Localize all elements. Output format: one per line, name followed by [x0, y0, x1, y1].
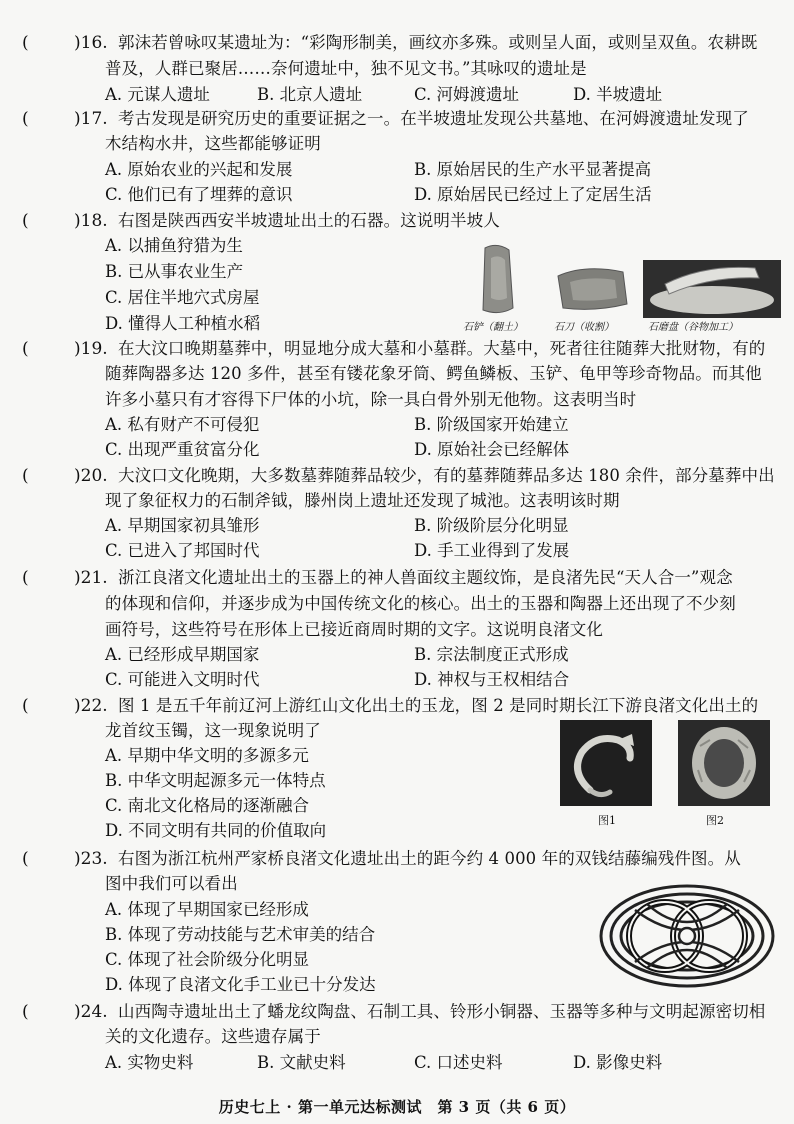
rattan-knot-image	[595, 880, 780, 992]
question-stem-line: 郭沫若曾咏叹某遗址为：“彩陶形制美，画纹亦多殊。或则呈人面，或则呈双鱼。农耕既	[118, 33, 758, 52]
question-stem-line: 现了象征权力的石制斧钺，滕州岗上遗址还发现了城池。这表明该时期	[105, 491, 620, 510]
question-stem-line: 右图是陕西西安半坡遗址出土的石器。这说明半坡人	[118, 211, 500, 230]
grinding-stone-image	[643, 260, 781, 318]
question-stem-line: 普及，人群已聚居……奈何遗址中，独不见文书。”其咏叹的遗址是	[105, 59, 587, 78]
stone-tools-figure	[455, 238, 785, 318]
question-number: )19.	[74, 339, 108, 359]
option-b: B. 北京人遗址	[257, 85, 363, 104]
question-number: )23.	[74, 849, 108, 869]
question-stem-line: 浙江良渚文化遗址出土的玉器上的神人兽面纹主题纹饰，是良渚先民“天人合一”观念	[118, 568, 733, 587]
caption-grinding-stone: 石磨盘（谷物加工）	[648, 322, 738, 333]
answer-paren: (	[22, 33, 29, 53]
option-b: B. 宗法制度正式形成	[414, 645, 569, 664]
option-d: D. 神权与王权相结合	[414, 670, 570, 689]
question-stem-line: 图中我们可以看出	[105, 874, 238, 893]
option-b: B. 阶级国家开始建立	[414, 415, 569, 434]
question-stem-line: 画符号，这些符号在形体上已接近商周时期的文字。这说明良渚文化	[105, 620, 603, 639]
answer-paren: (	[22, 339, 29, 359]
option-d: D. 原始居民已经过上了定居生活	[414, 185, 652, 204]
option-a: A. 实物史料	[105, 1053, 194, 1072]
option-c: C. 可能进入文明时代	[105, 670, 260, 689]
answer-paren: (	[22, 568, 29, 588]
answer-paren: (	[22, 466, 29, 486]
option-a: A. 已经形成早期国家	[105, 645, 260, 664]
question-number: )20.	[74, 466, 108, 486]
option-a: A. 原始农业的兴起和发展	[105, 160, 293, 179]
caption-stone-shovel: 石铲（翻土）	[463, 322, 523, 333]
answer-paren: (	[22, 211, 29, 231]
question-stem-line: 龙首纹玉镯，这一现象说明了	[105, 721, 321, 740]
option-c: C. 居住半地穴式房屋	[105, 288, 260, 307]
question-number: )17.	[74, 109, 108, 129]
option-d: D. 半坡遗址	[573, 85, 663, 104]
option-c: C. 口述史料	[414, 1053, 503, 1072]
option-a: A. 体现了早期国家已经形成	[105, 900, 309, 919]
question-stem-line: 山西陶寺遗址出土了蟠龙纹陶盘、石制工具、铃形小铜器、玉器等多种与文明起源密切相	[118, 1002, 766, 1021]
option-b: B. 阶级阶层分化明显	[414, 516, 569, 535]
option-a: A. 元谋人遗址	[105, 85, 210, 104]
answer-paren: (	[22, 696, 29, 716]
option-a: A. 早期中华文明的多源多元	[105, 746, 309, 765]
option-b: B. 中华文明起源多元一体特点	[105, 771, 326, 790]
question-stem-line: 随葬陶器多达 120 多件，甚至有镂花象牙筒、鳄鱼鳞板、玉铲、龟甲等珍奇物品。而其他	[105, 364, 762, 383]
option-c: C. 体现了社会阶级分化明显	[105, 950, 310, 969]
question-stem-line: 考古发现是研究历史的重要证据之一。在半坡遗址发现公共墓地、在河姆渡遗址发现了	[118, 109, 749, 128]
answer-paren: (	[22, 849, 29, 869]
answer-paren: (	[22, 1002, 29, 1022]
answer-paren: (	[22, 109, 29, 129]
option-d: D. 体现了良渚文化手工业已十分发达	[105, 975, 376, 994]
option-c: C. 南北文化格局的逐渐融合	[105, 796, 310, 815]
caption-stone-knife: 石刀（收割）	[554, 322, 614, 333]
option-b: B. 体现了劳动技能与艺术审美的结合	[105, 925, 376, 944]
question-stem-line: 关的文化遗存。这些遗存属于	[105, 1027, 321, 1046]
option-d: D. 懂得人工种植水稻	[105, 314, 261, 333]
option-c: C. 出现严重贫富分化	[105, 440, 260, 459]
question-stem-line: 大汶口文化晚期，大多数墓葬随葬品较少，有的墓葬随葬品多达 180 余件，部分墓葬中出	[118, 466, 775, 485]
option-a: A. 私有财产不可侵犯	[105, 415, 260, 434]
option-a: A. 早期国家初具雏形	[105, 516, 260, 535]
caption-figure-1: 图1	[598, 814, 616, 827]
option-d: D. 手工业得到了发展	[414, 541, 570, 560]
option-c: C. 已进入了邦国时代	[105, 541, 260, 560]
question-number: )16.	[74, 33, 108, 53]
option-d: D. 不同文明有共同的价值取向	[105, 821, 327, 840]
option-b: B. 文献史料	[257, 1053, 346, 1072]
question-stem-line: 的体现和信仰，并逐步成为中国传统文化的核心。出土的玉器和陶器上还出现了不少刻	[105, 594, 736, 613]
question-stem-line: 许多小墓只有才容得下尸体的小坑，除一具白骨外别无他物。这表明当时	[105, 390, 637, 409]
option-b: B. 原始居民的生产水平显著提高	[414, 160, 652, 179]
stone-knife-image	[558, 269, 627, 310]
option-d: D. 原始社会已经解体	[414, 440, 570, 459]
option-c: C. 河姆渡遗址	[414, 85, 520, 104]
question-stem-line: 右图为浙江杭州严家桥良渚文化遗址出土的距今约 4 000 年的双钱结藤编残件图。从	[118, 849, 741, 868]
question-number: )24.	[74, 1002, 108, 1022]
stone-shovel-image	[483, 245, 513, 312]
question-stem-line: 图 1 是五千年前辽河上游红山文化出土的玉龙，图 2 是同时期长江下游良渚文化出土的	[118, 696, 759, 715]
jade-dragon-image	[560, 720, 652, 806]
option-c: C. 他们已有了埋葬的意识	[105, 185, 293, 204]
question-number: )22.	[74, 696, 108, 716]
caption-figure-2: 图2	[706, 814, 724, 827]
option-a: A. 以捕鱼狩猎为生	[105, 236, 243, 255]
option-b: B. 已从事农业生产	[105, 262, 244, 281]
question-number: )21.	[74, 568, 108, 588]
page-footer: 历史七上 · 第一单元达标测试 第 3 页（共 6 页）	[218, 1098, 576, 1116]
jade-bracelet-image	[678, 720, 770, 806]
question-stem-line: 在大汶口晚期墓葬中，明显地分成大墓和小墓群。大墓中，死者往往随葬大批财物，有的	[118, 339, 766, 358]
option-d: D. 影像史料	[573, 1053, 663, 1072]
jade-figures	[560, 720, 770, 808]
question-number: )18.	[74, 211, 108, 231]
question-stem-line: 木结构水井，这些都能够证明	[105, 134, 321, 153]
